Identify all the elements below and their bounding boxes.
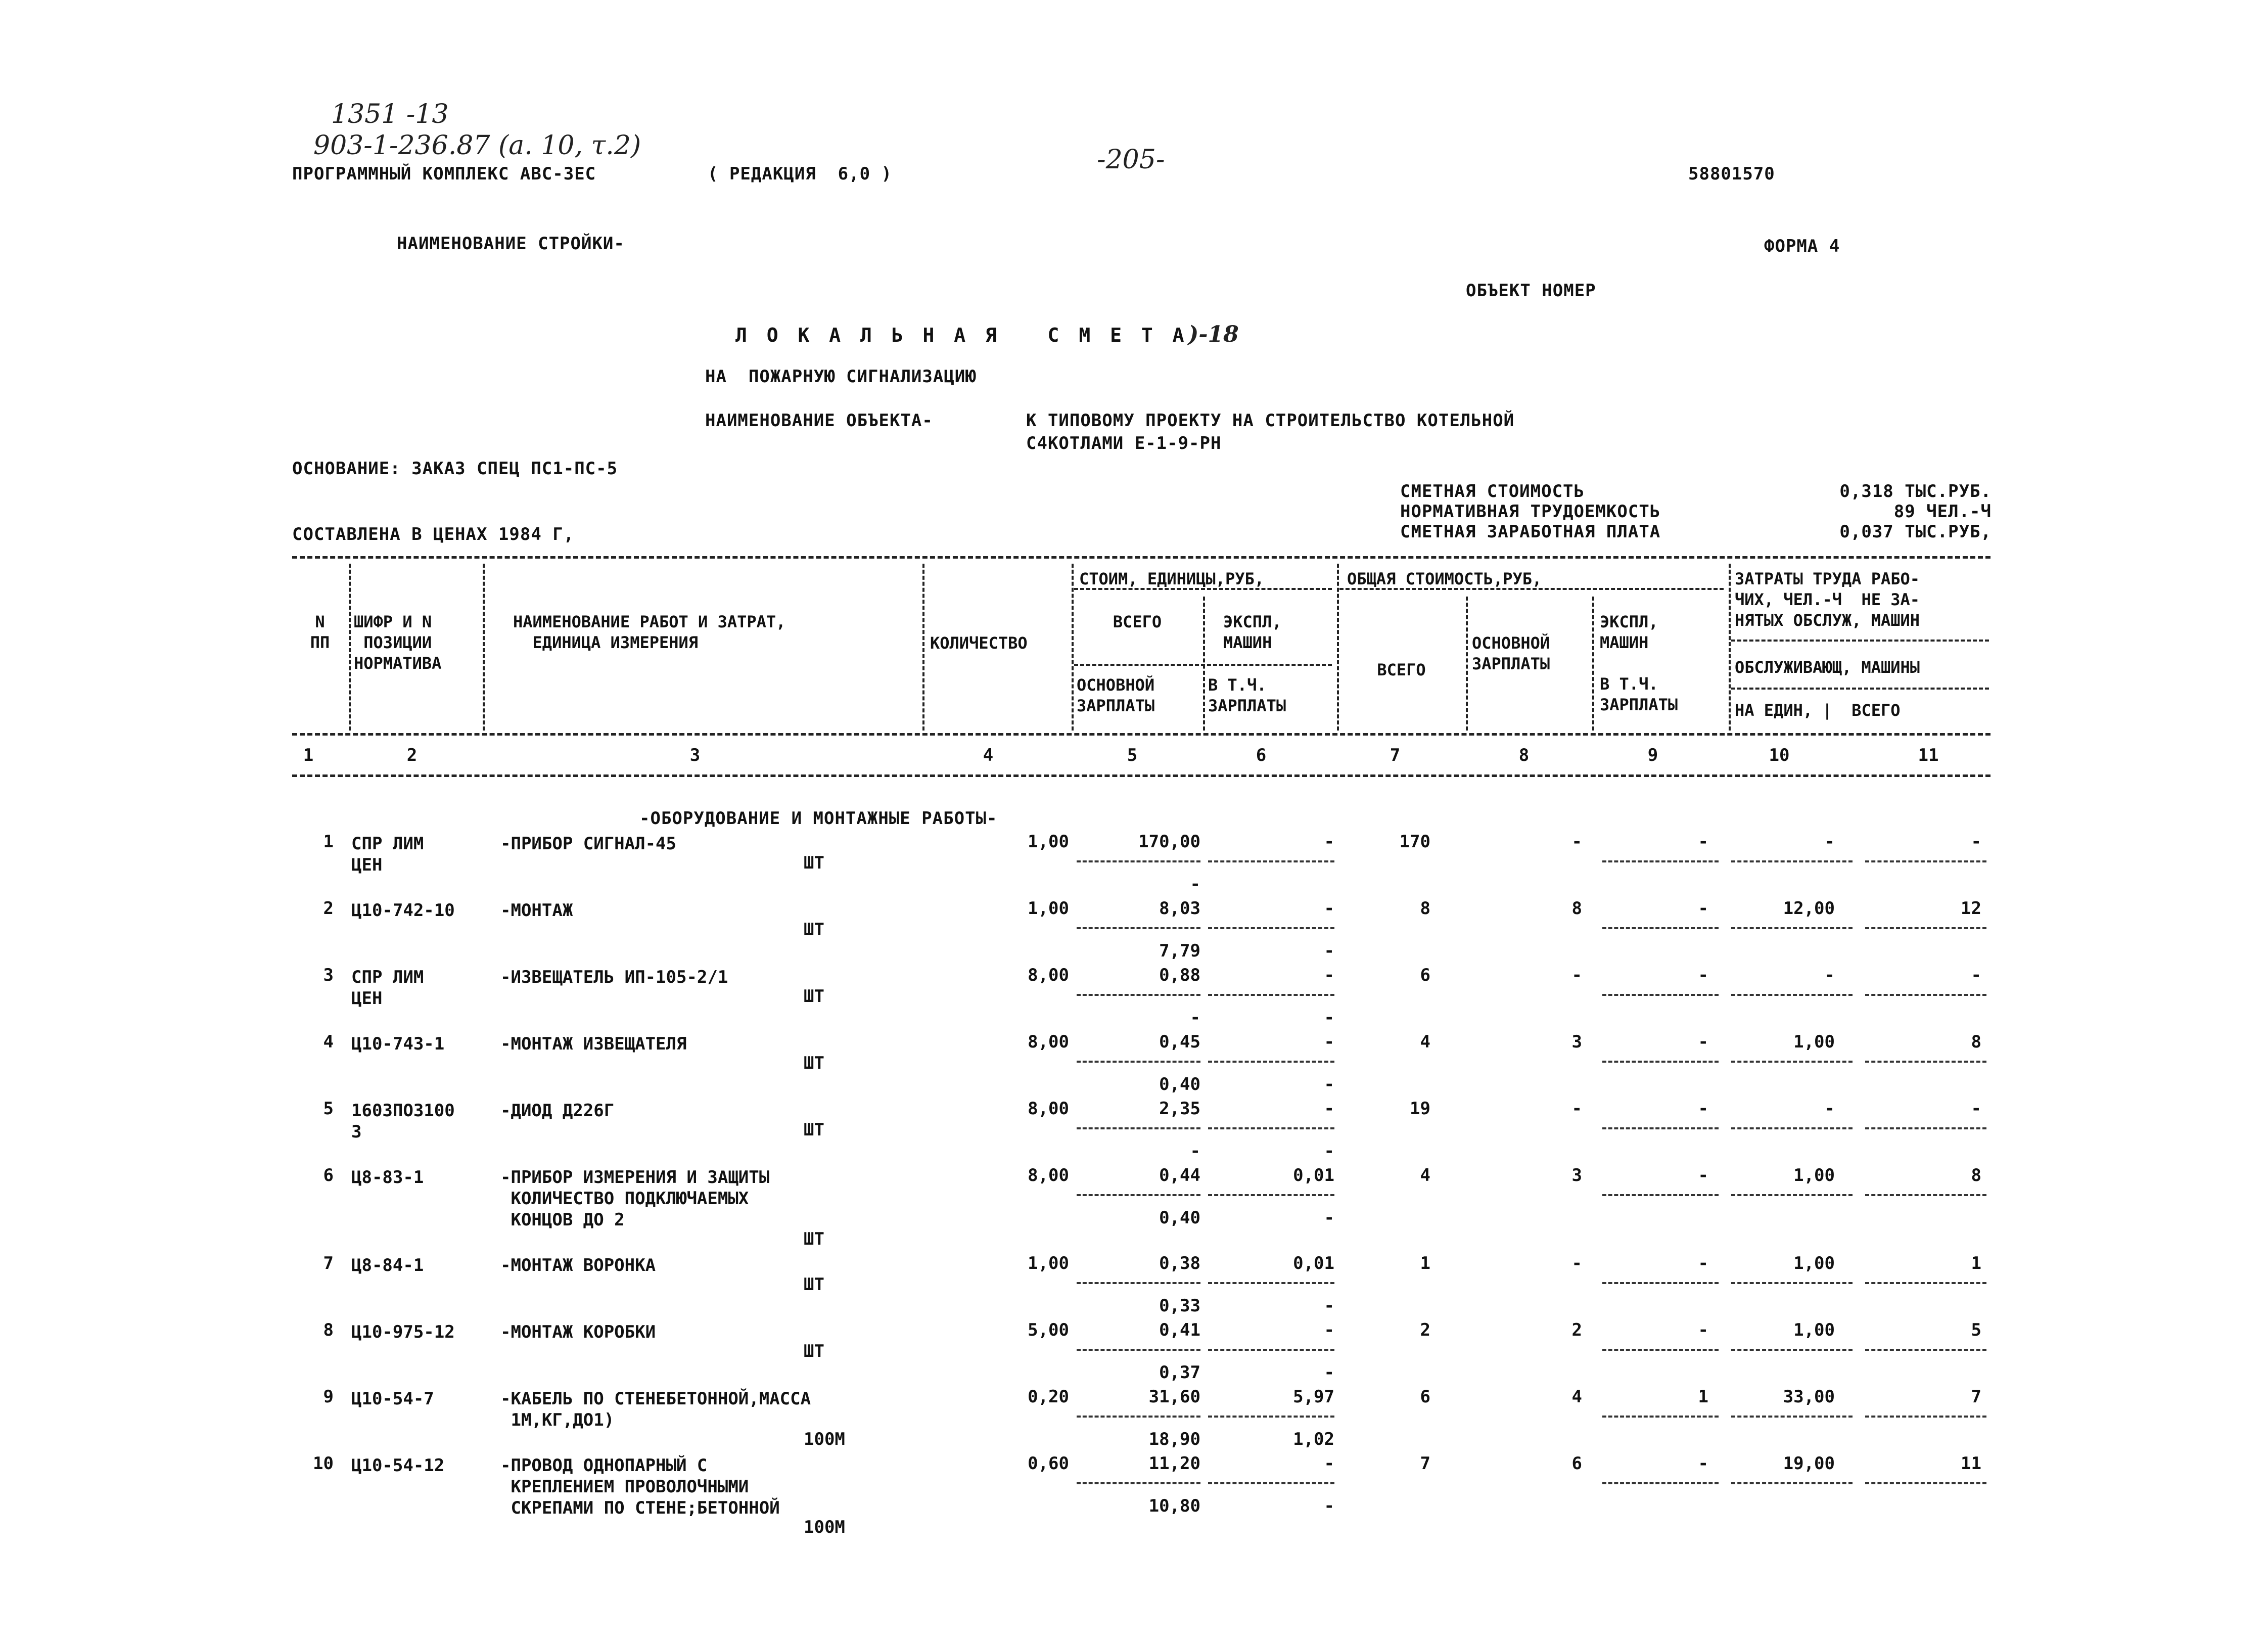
cell-separator — [1731, 1349, 1853, 1351]
labor-intensity-value: 89 ЧЕЛ.-Ч — [1893, 501, 1992, 522]
cell-separator — [1865, 1349, 1986, 1351]
estimated-cost-label: СМЕТНАЯ СТОИМОСТЬ — [1400, 481, 1585, 501]
labor-intensity-label: НОРМАТИВНАЯ ТРУДОЕМКОСТЬ — [1400, 501, 1661, 522]
row-total-cost: 6 — [1420, 1387, 1430, 1407]
row-unit-wage: - — [1190, 874, 1200, 894]
row-unit-total: 8,03 — [1159, 898, 1200, 919]
row-labor-per-unit: 1,00 — [1793, 1253, 1835, 1273]
row-code: Ц8-84-1 — [351, 1255, 424, 1275]
row-unit-machines: - — [1324, 1032, 1334, 1052]
row-unit-total: 31,60 — [1148, 1387, 1200, 1407]
cell-separator — [1077, 860, 1200, 862]
construction-name-label: НАИМЕНОВАНИЕ СТРОЙКИ- — [397, 234, 625, 254]
row-work-name: -МОНТАЖ ВОРОНКА — [500, 1255, 656, 1275]
row-number: 5 — [323, 1099, 334, 1119]
cell-separator — [1731, 1194, 1853, 1196]
row-work-name: -КАБЕЛЬ ПО СТЕНЕБЕТОННОЙ,МАССА 1М,КГ,ДО1) — [500, 1389, 811, 1430]
estimated-cost-value: 0,318 ТЫС.РУБ. — [1839, 481, 1992, 501]
cell-separator — [1208, 1127, 1334, 1129]
row-quantity: 8,00 — [1028, 1099, 1069, 1119]
col-header-total: ВСЕГО — [1377, 660, 1426, 679]
document-code: 58801570 — [1688, 164, 1775, 184]
program-name: ПРОГРАММНЫЙ КОМПЛЕКС АВС-ЗЕС — [292, 164, 596, 184]
column-number-rule — [292, 774, 1991, 777]
row-quantity: 8,00 — [1028, 1165, 1069, 1185]
row-unit-incl-wage: - — [1324, 1141, 1334, 1161]
row-unit-machines: - — [1324, 1453, 1334, 1474]
row-total-cost: 4 — [1420, 1165, 1430, 1185]
row-base-wage: 6 — [1571, 1453, 1582, 1474]
column-number: 4 — [983, 745, 994, 765]
row-number: 7 — [323, 1253, 334, 1273]
object-name-line1: К ТИПОВОМУ ПРОЕКТУ НА СТРОИТЕЛЬСТВО КОТЕЛЬНОЙ — [1026, 410, 1515, 431]
object-name-line2: С4КОТЛАМИ Е-1-9-РН — [1026, 433, 1222, 453]
row-total-cost: 7 — [1420, 1453, 1430, 1474]
row-unit-machines: - — [1324, 832, 1334, 852]
row-work-name: -ПРИБОР СИГНАЛ-45 — [500, 834, 676, 854]
row-code: Ц10-54-7 — [351, 1389, 434, 1409]
col-header-code: ШИФР И N ПОЗИЦИИ НОРМАТИВА — [354, 612, 442, 673]
column-number: 5 — [1127, 745, 1138, 765]
row-base-wage: - — [1571, 965, 1582, 985]
row-unit: 100М — [804, 1517, 845, 1537]
row-total-cost: 1 — [1420, 1253, 1430, 1273]
row-labor-total: 8 — [1971, 1032, 1981, 1052]
cell-separator — [1077, 1194, 1200, 1196]
row-quantity: 8,00 — [1028, 965, 1069, 985]
row-machines: - — [1698, 898, 1708, 919]
row-work-name: -МОНТАЖ КОРОБКИ — [500, 1322, 656, 1342]
row-work-name: -МОНТАЖ ИЗВЕЩАТЕЛЯ — [500, 1034, 687, 1054]
row-labor-total: 5 — [1971, 1320, 1981, 1340]
row-code: 1603ПО3100 3 — [351, 1101, 455, 1142]
cell-separator — [1731, 860, 1853, 862]
row-machines: - — [1698, 965, 1708, 985]
row-machines: - — [1698, 1453, 1708, 1474]
row-machines: - — [1698, 1253, 1708, 1273]
row-number: 3 — [323, 965, 334, 985]
row-unit: ШТ — [804, 1053, 824, 1073]
row-labor-total: 7 — [1971, 1387, 1981, 1407]
col-header-unit-machines: ЭКСПЛ, МАШИН — [1223, 612, 1282, 652]
row-unit-total: 2,35 — [1159, 1099, 1200, 1119]
row-unit-total: 11,20 — [1148, 1453, 1200, 1474]
cell-separator — [1208, 994, 1334, 996]
row-unit-wage: 0,40 — [1159, 1074, 1200, 1094]
cell-separator — [1865, 1282, 1986, 1284]
row-code: Ц10-975-12 — [351, 1322, 455, 1342]
cell-separator — [1602, 994, 1719, 996]
cell-separator — [1208, 1349, 1334, 1351]
row-work-name: -ИЗВЕЩАТЕЛЬ ИП-105-2/1 — [500, 967, 728, 987]
row-machines: - — [1698, 832, 1708, 852]
row-labor-per-unit: 1,00 — [1793, 1165, 1835, 1185]
row-machines: - — [1698, 1320, 1708, 1340]
row-labor-per-unit: 33,00 — [1783, 1387, 1835, 1407]
cell-separator — [1077, 927, 1200, 929]
row-unit-total: 170,00 — [1138, 832, 1200, 852]
row-unit-incl-wage: - — [1324, 1074, 1334, 1094]
row-unit-incl-wage: - — [1324, 1496, 1334, 1516]
row-number: 9 — [323, 1387, 334, 1407]
row-unit-wage: 10,80 — [1148, 1496, 1200, 1516]
row-unit-total: 0,45 — [1159, 1032, 1200, 1052]
header-subrule — [1731, 688, 1989, 690]
cell-separator — [1731, 1282, 1853, 1284]
row-labor-total: - — [1971, 1099, 1981, 1119]
row-labor-total: - — [1971, 832, 1981, 852]
cell-separator — [1731, 994, 1853, 996]
cell-separator — [1602, 1061, 1719, 1063]
cell-separator — [1602, 1482, 1719, 1484]
col-header-base-wage: ОСНОВНОЙ ЗАРПЛАТЫ — [1472, 633, 1550, 673]
row-unit-machines: - — [1324, 965, 1334, 985]
row-work-name: -ДИОД Д226Г — [500, 1101, 615, 1121]
col-header-labor-service: ОБСЛУЖИВАЮЩ, МАШИНЫ — [1735, 658, 1920, 677]
row-unit-incl-wage: - — [1324, 1362, 1334, 1383]
row-machines: 1 — [1698, 1387, 1708, 1407]
header-divider — [1072, 564, 1074, 731]
row-unit-wage: - — [1190, 1141, 1200, 1161]
cell-separator — [1731, 1127, 1853, 1129]
cell-separator — [1208, 1061, 1334, 1063]
row-unit-total: 0,88 — [1159, 965, 1200, 985]
cell-separator — [1602, 927, 1719, 929]
wage-label: СМЕТНАЯ ЗАРАБОТНАЯ ПЛАТА — [1400, 522, 1661, 542]
row-base-wage: - — [1571, 1099, 1582, 1119]
header-subrule — [1731, 640, 1989, 642]
row-code: Ц10-54-12 — [351, 1455, 445, 1476]
row-unit-total: 0,44 — [1159, 1165, 1200, 1185]
row-total-cost: 19 — [1410, 1099, 1430, 1119]
column-number: 9 — [1647, 745, 1658, 765]
row-work-name: -ПРИБОР ИЗМЕРЕНИЯ И ЗАЩИТЫ КОЛИЧЕСТВО ПОДКЛЮЧАЕМЫХ КОНЦОВ ДО 2 — [500, 1167, 770, 1230]
row-total-cost: 170 — [1399, 832, 1430, 852]
cell-separator — [1865, 1061, 1986, 1063]
row-code: СПР ЛИМ ЦЕН — [351, 834, 424, 875]
cell-separator — [1865, 1194, 1986, 1196]
row-code: Ц8-83-1 — [351, 1167, 424, 1188]
row-unit: ШТ — [804, 920, 824, 940]
row-unit-wage: 0,37 — [1159, 1362, 1200, 1383]
row-unit-wage: 0,40 — [1159, 1208, 1200, 1228]
title-text: Л О К А Л Ь Н А Я С М Е Т А — [735, 324, 1188, 346]
cell-separator — [1731, 1416, 1853, 1418]
row-unit-wage: - — [1190, 1008, 1200, 1028]
row-labor-per-unit: 12,00 — [1783, 898, 1835, 919]
cell-separator — [1077, 1349, 1200, 1351]
column-number: 3 — [689, 745, 701, 765]
cell-separator — [1077, 994, 1200, 996]
cell-separator — [1208, 1482, 1334, 1484]
column-number: 7 — [1390, 745, 1401, 765]
row-unit-incl-wage: - — [1324, 1208, 1334, 1228]
row-quantity: 8,00 — [1028, 1032, 1069, 1052]
object-number-label: ОБЪЕКТ НОМЕР — [1466, 281, 1596, 301]
row-unit: ШТ — [804, 853, 824, 873]
row-code: Ц10-743-1 — [351, 1034, 445, 1054]
row-unit-machines: 5,97 — [1293, 1387, 1334, 1407]
column-number: 2 — [406, 745, 418, 765]
cell-separator — [1865, 1482, 1986, 1484]
row-labor-per-unit: 1,00 — [1793, 1032, 1835, 1052]
cell-separator — [1077, 1282, 1200, 1284]
table-top-rule — [292, 556, 1991, 559]
col-header-machines: ЭКСПЛ, МАШИН В Т.Ч. ЗАРПЛАТЫ — [1600, 612, 1678, 714]
cell-separator — [1077, 1061, 1200, 1063]
cell-separator — [1602, 1349, 1719, 1351]
row-labor-total: 12 — [1961, 898, 1981, 919]
handwritten-doc-number: 1351 -13 — [331, 99, 449, 129]
row-labor-per-unit: - — [1824, 832, 1835, 852]
row-unit: ШТ — [804, 986, 824, 1007]
col-header-unit-incl-wage: В Т.Ч. ЗАРПЛАТЫ — [1208, 675, 1286, 715]
handwritten-project-code: 903-1-236.87 (a. 10, τ.2) — [313, 130, 641, 161]
handwritten-page-number: -205- — [1097, 145, 1165, 175]
row-unit-machines: 0,01 — [1293, 1253, 1334, 1273]
row-unit: ШТ — [804, 1341, 824, 1361]
row-quantity: 1,00 — [1028, 898, 1069, 919]
row-base-wage: 3 — [1571, 1165, 1582, 1185]
row-quantity: 1,00 — [1028, 1253, 1069, 1273]
form-label: ФОРМА 4 — [1764, 236, 1840, 256]
col-header-unit-cost: СТОИМ, ЕДИНИЦЫ,РУБ, — [1079, 569, 1265, 588]
row-total-cost: 8 — [1420, 898, 1430, 919]
row-unit-incl-wage: - — [1324, 941, 1334, 961]
cell-separator — [1865, 1416, 1986, 1418]
row-unit-wage: 18,90 — [1148, 1429, 1200, 1449]
row-labor-per-unit: 19,00 — [1783, 1453, 1835, 1474]
row-machines: - — [1698, 1032, 1708, 1052]
cell-separator — [1865, 994, 1986, 996]
row-quantity: 0,20 — [1028, 1387, 1069, 1407]
row-code: Ц10-742-10 — [351, 900, 455, 921]
row-unit: 100М — [804, 1429, 845, 1449]
row-unit-machines: - — [1324, 1099, 1334, 1119]
row-unit-incl-wage: - — [1324, 1296, 1334, 1316]
row-unit-wage: 0,33 — [1159, 1296, 1200, 1316]
row-unit-machines: - — [1324, 1320, 1334, 1340]
header-divider — [349, 564, 351, 731]
row-machines: - — [1698, 1165, 1708, 1185]
row-number: 4 — [323, 1032, 334, 1052]
cell-separator — [1731, 927, 1853, 929]
column-number: 1 — [303, 745, 314, 765]
column-number: 11 — [1918, 745, 1939, 765]
header-divider — [922, 564, 924, 731]
row-number: 1 — [323, 832, 334, 852]
basis-line: ОСНОВАНИЕ: ЗАКАЗ СПЕЦ ПС1-ПС-5 — [292, 459, 618, 479]
header-bottom-rule — [292, 733, 1991, 736]
prices-year-line: СОСТАВЛЕНА В ЦЕНАХ 1984 Г, — [292, 524, 575, 544]
cell-separator — [1208, 1194, 1334, 1196]
row-base-wage: - — [1571, 832, 1582, 852]
cell-separator — [1208, 860, 1334, 862]
row-quantity: 0,60 — [1028, 1453, 1069, 1474]
row-base-wage: - — [1571, 1253, 1582, 1273]
row-unit-wage: 7,79 — [1159, 941, 1200, 961]
row-machines: - — [1698, 1099, 1708, 1119]
row-total-cost: 2 — [1420, 1320, 1430, 1340]
column-number: 6 — [1256, 745, 1267, 765]
row-unit: ШТ — [804, 1274, 824, 1295]
wage-value: 0,037 ТЫС.РУБ, — [1839, 522, 1992, 542]
cell-separator — [1208, 927, 1334, 929]
cell-separator — [1602, 1282, 1719, 1284]
row-labor-total: - — [1971, 965, 1981, 985]
row-quantity: 5,00 — [1028, 1320, 1069, 1340]
col-header-name: НАИМЕНОВАНИЕ РАБОТ И ЗАТРАТ, ЕДИНИЦА ИЗМЕРЕНИЯ — [513, 612, 786, 652]
cell-separator — [1731, 1482, 1853, 1484]
row-number: 10 — [313, 1453, 334, 1474]
cell-separator — [1077, 1127, 1200, 1129]
row-unit-machines: 0,01 — [1293, 1165, 1334, 1185]
row-code: СПР ЛИМ ЦЕН — [351, 967, 424, 1009]
column-number: 10 — [1769, 745, 1790, 765]
cell-separator — [1602, 1194, 1719, 1196]
row-number: 8 — [323, 1320, 334, 1340]
header-divider — [483, 564, 485, 731]
col-header-labor-per-unit: НА ЕДИН, | ВСЕГО — [1735, 701, 1901, 720]
cell-separator — [1208, 1282, 1334, 1284]
header-subrule — [1074, 664, 1332, 666]
title-handwritten-number: )-18 — [1188, 322, 1239, 347]
row-base-wage: 4 — [1571, 1387, 1582, 1407]
row-base-wage: 3 — [1571, 1032, 1582, 1052]
column-number: 8 — [1518, 745, 1530, 765]
row-base-wage: 8 — [1571, 898, 1582, 919]
cell-separator — [1731, 1061, 1853, 1063]
cell-separator — [1602, 860, 1719, 862]
cell-separator — [1077, 1416, 1200, 1418]
cell-separator — [1602, 1127, 1719, 1129]
row-quantity: 1,00 — [1028, 832, 1069, 852]
col-header-unit-total: ВСЕГО — [1113, 612, 1162, 631]
object-name-label: НАИМЕНОВАНИЕ ОБЪЕКТА- — [705, 410, 933, 431]
header-divider — [1592, 597, 1594, 731]
row-work-name: -ПРОВОД ОДНОПАРНЫЙ С КРЕПЛЕНИЕМ ПРОВОЛОЧНЫМИ СКРЕПАМИ ПО СТЕНЕ;БЕТОННОЙ — [500, 1455, 780, 1518]
program-revision: ( РЕДАКЦИЯ 6,0 ) — [708, 164, 892, 184]
row-work-name: -МОНТАЖ — [500, 900, 573, 921]
row-unit-machines: - — [1324, 898, 1334, 919]
row-unit-incl-wage: 1,02 — [1293, 1429, 1334, 1449]
row-unit-total: 0,41 — [1159, 1320, 1200, 1340]
row-number: 2 — [323, 898, 334, 919]
cell-separator — [1077, 1482, 1200, 1484]
estimate-subject: НА ПОЖАРНУЮ СИГНАЛИЗАЦИЮ — [705, 367, 977, 387]
row-total-cost: 4 — [1420, 1032, 1430, 1052]
header-divider — [1337, 564, 1339, 731]
cell-separator — [1208, 1416, 1334, 1418]
cell-separator — [1602, 1416, 1719, 1418]
row-labor-per-unit: 1,00 — [1793, 1320, 1835, 1340]
section-title: -ОБОРУДОВАНИЕ И МОНТАЖНЫЕ РАБОТЫ- — [639, 808, 998, 829]
row-total-cost: 6 — [1420, 965, 1430, 985]
col-header-number: N ПП — [310, 612, 330, 652]
row-base-wage: 2 — [1571, 1320, 1582, 1340]
row-labor-total: 1 — [1971, 1253, 1981, 1273]
document-title — [735, 324, 1239, 346]
cell-separator — [1865, 860, 1986, 862]
header-divider — [1729, 564, 1731, 731]
header-divider — [1466, 597, 1468, 731]
col-header-quantity: КОЛИЧЕСТВО — [930, 633, 1028, 653]
row-unit-total: 0,38 — [1159, 1253, 1200, 1273]
cell-separator — [1865, 1127, 1986, 1129]
row-labor-total: 8 — [1971, 1165, 1981, 1185]
row-unit: ШТ — [804, 1120, 824, 1140]
row-unit: ШТ — [804, 1229, 824, 1249]
row-unit-incl-wage: - — [1324, 1008, 1334, 1028]
col-header-unit-wage: ОСНОВНОЙ ЗАРПЛАТЫ — [1077, 675, 1155, 715]
col-header-total-cost: ОБЩАЯ СТОИМОСТЬ,РУБ, — [1347, 569, 1542, 588]
row-labor-total: 11 — [1961, 1453, 1981, 1474]
col-header-labor: ЗАТРАТЫ ТРУДА РАБО- ЧИХ, ЧЕЛ.-Ч НЕ ЗА- НЯТЫХ ОБСЛУЖ, МАШИН — [1735, 569, 1920, 630]
row-labor-per-unit: - — [1824, 1099, 1835, 1119]
cell-separator — [1865, 927, 1986, 929]
row-number: 6 — [323, 1165, 334, 1185]
row-labor-per-unit: - — [1824, 965, 1835, 985]
